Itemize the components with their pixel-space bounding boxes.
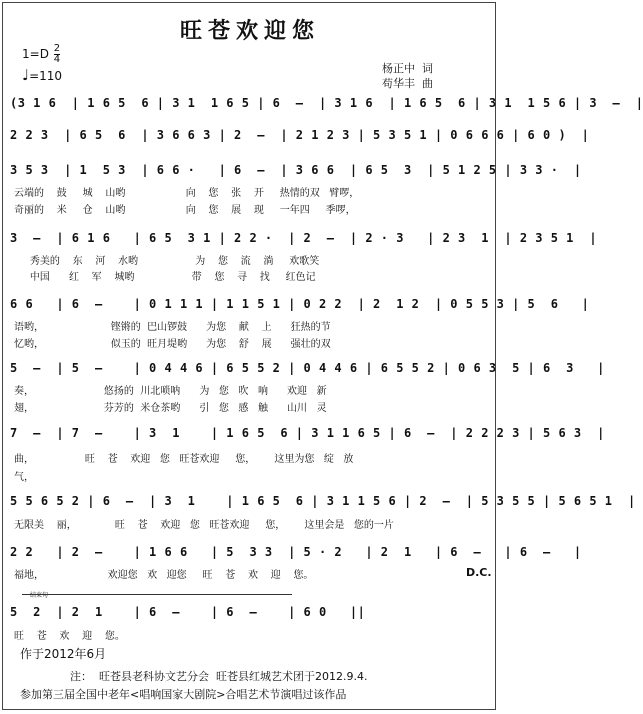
lyric-line: 语哟， 铿锵的 巴山锣鼓 为您 献 上 狂热的节 — [14, 322, 331, 333]
lyric-line: 气， — [14, 472, 34, 483]
quarter-note-icon: ♩ — [22, 66, 30, 84]
lyric-line: 忆哟， 似玉的 旺月堤哟 为您 舒 展 强壮的双 — [14, 339, 331, 350]
time-bottom: 4 — [53, 54, 61, 65]
footnote-line: 参加第三届全国中老年<唱响国家大剧院>合唱艺术节演唱过该作品 — [20, 688, 347, 701]
song-title: 旺苍欢迎您 — [179, 19, 320, 44]
time-top: 2 — [53, 43, 61, 54]
time-signature — [54, 44, 60, 65]
score-row: 7 — | 7 — | 3 1 | 1 6 5 6 | 3 1 1 6 5 | 6 — | 2 2 2 3 | 5 6 3 | — [10, 426, 605, 440]
lyric-line: 奏， 悠扬的 川北唢呐 为 您 吹 响 欢迎 新 — [14, 386, 327, 397]
coda-label: 结束句 — [30, 592, 49, 599]
lyric-line: 旺 苍 欢 迎 您。 — [14, 631, 125, 642]
tempo-value: =110 — [29, 69, 63, 83]
score-row: 2 2 | 2 — | 1 6 6 | 5 3 3 | 5 · 2 | 2 1 | 6 — | 6 — | — [10, 545, 582, 559]
composition-date: 作于2012年6月 — [20, 647, 107, 661]
score-row: 5 5 6 5 2 | 6 — | 3 1 | 1 6 5 6 | 3 1 1 5 6 | 2 — | 5 3 5 5 | 5 6 5 1 | — [10, 494, 636, 508]
lyric-line: 翅， 芬芳的 米仓茶哟 引 您 感 触 山川 灵 — [14, 403, 327, 414]
footnote-line: 注： 旺苍县老科协文艺分会 旺苍县红城艺术团于2012.9.4. — [70, 670, 368, 683]
lyric-line: 云端的 鼓 城 山哟 向 您 张 开 热情的双 臂啰， — [14, 188, 360, 199]
coda-bracket — [22, 594, 292, 595]
composer-credit: 苟华丰 曲 — [382, 77, 433, 90]
score-row: 5 2 | 2 1 | 6 — | 6 — | 6 0 || — [10, 605, 366, 619]
tempo-marking — [22, 66, 62, 84]
key-text: 1=D — [22, 47, 49, 61]
lyric-line: 秀美的 东 河 水哟 为 您 流 淌 欢歌笑 — [14, 256, 320, 267]
score-row: 3 — | 6 1 6 | 6 5 3 1 | 2 2 · | 2 — | 2 · 3 | 2 3 1 | 2 3 5 1 | — [10, 231, 598, 245]
key-signature — [22, 44, 60, 65]
lyricist-credit: 杨正中 词 — [382, 62, 433, 75]
lyric-line: 无限美 丽， 旺 苍 欢迎 您 旺苍欢迎 您， 这里会是 您的一片 — [14, 520, 394, 531]
dc-marking: D.C. — [466, 566, 492, 579]
lyric-line: 福地， 欢迎您 欢 迎您 旺 苍 欢 迎 您。 — [14, 570, 314, 581]
score-row: 3 5 3 | 1 5 3 | 6 6 · | 6 — | 3 6 6 | 6 5 3 | 5 1 2 5 | 3 3 · | — [10, 163, 582, 177]
lyric-line: 曲， 旺 苍 欢迎 您 旺苍欢迎 您， 这里为您 绽 放 — [14, 454, 354, 465]
score-row: 2 2 3 | 6 5 6 | 3 6 6 3 | 2 — | 2 1 2 3 | 5 3 5 1 | 0 6 6 6 | 6 0 ) | — [10, 128, 590, 142]
score-row: 5 — | 5 — | 0 4 4 6 | 6 5 5 2 | 0 4 4 6 | 6 5 5 2 | 0 6 3 5 | 6 3 | — [10, 361, 605, 375]
lyric-line: 中国 红 军 城哟 带 您 寻 找 红色记 — [14, 272, 316, 283]
lyric-line: 奇丽的 米 仓 山哟 向 您 展 现 一年四 季啰， — [14, 205, 356, 216]
score-row: 6 6 | 6 — | 0 1 1 1 | 1 1 5 1 | 0 2 2 | 2 1 2 | 0 5 5 3 | 5 6 | — [10, 297, 590, 311]
score-row: (3 1 6 | 1 6 5 6 | 3 1 1 6 5 | 6 — | 3 1 6 | 1 6 5 6 | 3 1 1 5 6 | 3 — | — [10, 96, 643, 110]
